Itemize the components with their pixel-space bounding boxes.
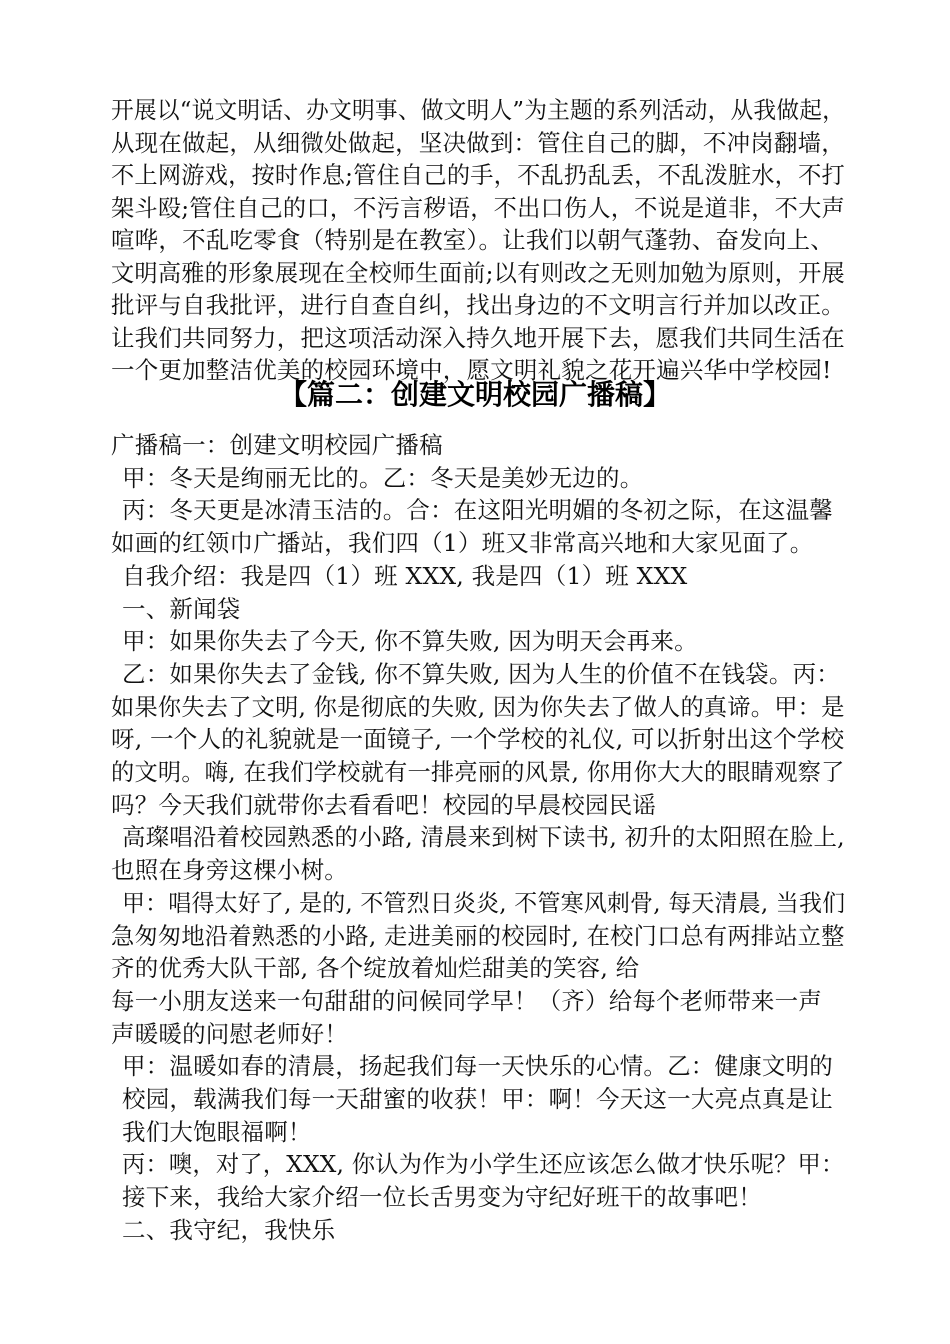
- script-line: 的文明。嗨, 在我们学校就有一排亮丽的风景, 你用你大大的眼睛观察了: [111, 758, 845, 786]
- script-line: 校园，载满我们每一天甜蜜的收获！甲：啊！今天这一大亮点真是让: [122, 1085, 833, 1113]
- script-line: 自我介绍：我是四（1）班 XXX, 我是四（1）班 XXX: [122, 561, 688, 590]
- script-line: 我们大饱眼福啊！: [122, 1117, 312, 1146]
- intro-line: 批评与自我批评，进行自查自纠，找出身边的不文明言行并加以改正。: [111, 291, 845, 319]
- intro-line: 让我们共同努力，把这项活动深入持久地开展下去，愿我们共同生活在: [111, 323, 845, 352]
- script-line: 每一小朋友送来一句甜甜的问候同学早！（齐）给每个老师带来一声: [111, 986, 822, 1015]
- intro-line: 一个更加整洁优美的校园环境中，愿文明礼貌之花开遍兴华中学校园!: [111, 356, 832, 384]
- script-line: 甲：冬天是绚丽无比的。乙：冬天是美妙无边的。: [122, 463, 644, 492]
- script-line: 一、新闻袋: [122, 594, 241, 623]
- script-line: 急匆匆地沿着熟悉的小路, 走进美丽的校园时, 在校门口总有两排站立整: [111, 921, 845, 950]
- intro-line: 开展以“说文明话、办文明事、做文明人”为主题的系列活动，从我做起，: [111, 96, 846, 124]
- script-line: 吗？今天我们就带你去看看吧！校园的早晨校园民谣: [111, 790, 657, 819]
- intro-line: 文明高雅的形象展现在全校师生面前;以有则改之无则加勉为原则，开展: [111, 258, 845, 287]
- script-line: 广播稿一：创建文明校园广播稿: [111, 431, 443, 459]
- script-line: 如果你失去了文明, 你是彻底的失败, 因为你失去了做人的真谛。甲：是: [111, 692, 845, 721]
- script-line: 甲：如果你失去了今天, 你不算失败, 因为明天会再来。: [122, 627, 698, 656]
- script-line: 丙：冬天更是冰清玉洁的。合：在这阳光明媚的冬初之际，在这温馨: [122, 496, 833, 525]
- section-heading: 【篇二：创建文明校园广播稿】: [278, 378, 671, 411]
- script-line: 也照在身旁这棵小树。: [111, 856, 348, 885]
- script-line: 乙：如果你失去了金钱, 你不算失败, 因为人生的价值不在钱袋。丙：: [122, 659, 840, 688]
- script-line: 甲：温暖如春的清晨，扬起我们每一天快乐的心情。乙：健康文明的: [122, 1052, 833, 1081]
- script-line: 二、我守纪，我快乐: [122, 1215, 336, 1244]
- script-line: 甲：唱得太好了, 是的, 不管烈日炎炎, 不管寒风刺骨, 每天清晨, 当我们: [122, 888, 846, 917]
- script-line: 齐的优秀大队干部, 各个绽放着灿烂甜美的笑容, 给: [111, 954, 640, 983]
- intro-line: 从现在做起，从细微处做起，坚决做到：管住自己的脚，不冲岗翻墙，: [111, 128, 845, 157]
- script-line: 高璨唱沿着校园熟悉的小路, 清晨来到树下读书, 初升的太阳照在脸上,: [122, 823, 845, 852]
- script-line: 呀, 一个人的礼貌就是一面镜子, 一个学校的礼仪, 可以折射出这个学校: [111, 725, 845, 754]
- intro-line: 喧哗，不乱吃零食（特别是在教室）。让我们以朝气蓬勃、奋发向上、: [111, 226, 834, 254]
- intro-line: 不上网游戏，按时作息;管住自己的手，不乱扔乱丢，不乱泼脏水，不打: [111, 161, 845, 189]
- script-line: 如画的红领巾广播站，我们四（1）班又非常高兴地和大家见面了。: [111, 529, 814, 558]
- script-line: 声暖暖的问慰老师好！: [111, 1019, 348, 1048]
- intro-line: 架斗殴;管住自己的口，不污言秽语，不出口伤人，不说是道非，不大声: [111, 193, 845, 222]
- script-line: 丙：噢，对了，XXX, 你认为作为小学生还应该怎么做才快乐呢？甲：: [122, 1150, 845, 1179]
- script-line: 接下来，我给大家介绍一位长舌男变为守纪好班干的故事吧！: [122, 1183, 762, 1212]
